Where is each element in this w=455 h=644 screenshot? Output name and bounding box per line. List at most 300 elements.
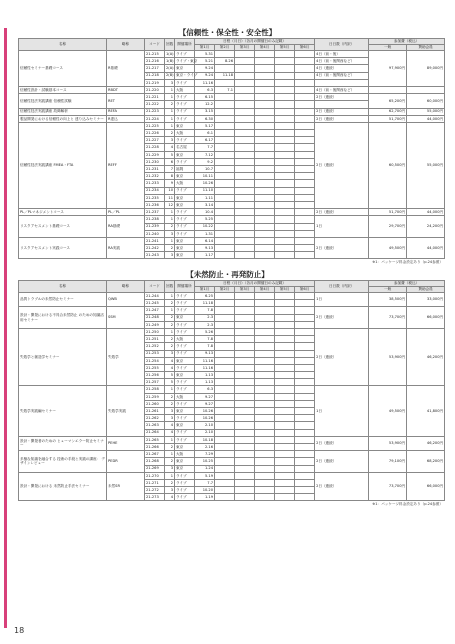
session-code: 21-268 xyxy=(145,458,165,465)
session-times: 2(B) xyxy=(166,73,174,78)
session-venue: 東京 xyxy=(175,173,195,180)
fee-general: 53,900円 xyxy=(369,328,407,386)
course-name: リスクアセスメント実践コース xyxy=(19,237,107,259)
session-date xyxy=(295,328,315,335)
session-date xyxy=(215,122,235,129)
session-times: 3 xyxy=(165,137,175,144)
session-date xyxy=(275,230,295,237)
session-date xyxy=(215,173,235,180)
session-date: 9.27 xyxy=(195,400,215,407)
session-code: 21-242 xyxy=(145,245,165,252)
session-date: 3.15 xyxy=(195,108,215,115)
session-code: 21-221 xyxy=(145,94,165,101)
session-date xyxy=(295,230,315,237)
session-date xyxy=(235,300,255,307)
session-venue: ライブ xyxy=(175,321,195,328)
session-date xyxy=(275,408,295,415)
session-venue: 東京 xyxy=(175,465,195,472)
session-times: 12 xyxy=(165,201,175,208)
session-date xyxy=(255,321,275,328)
session-date xyxy=(255,237,275,244)
session-date xyxy=(235,321,255,328)
session-venue: 東京 xyxy=(175,443,195,450)
session-date xyxy=(255,487,275,494)
session-date xyxy=(255,293,275,300)
session-date xyxy=(275,307,295,314)
session-code: 21-269 xyxy=(145,465,165,472)
session-date xyxy=(255,137,275,144)
col-header-dates: 日程（月日）（各月の開催日のみ記載） xyxy=(195,281,315,287)
session-date xyxy=(255,307,275,314)
session-date xyxy=(295,86,315,93)
session-date xyxy=(275,158,295,165)
session-venue: 大阪 xyxy=(175,451,195,458)
course-short: PEDR xyxy=(107,451,145,473)
session-venue: 大阪 xyxy=(175,393,195,400)
session-date xyxy=(255,158,275,165)
session-times: 7 xyxy=(165,166,175,173)
session-date xyxy=(235,379,255,386)
session-date xyxy=(255,58,275,65)
session-date xyxy=(215,230,235,237)
session-venue: ライブ xyxy=(175,343,195,350)
col-header-fee: 参加費（税込） xyxy=(369,281,445,287)
session-date: 6.1 xyxy=(195,130,215,137)
session-date: 2.3 xyxy=(195,314,215,321)
session-date xyxy=(215,364,235,371)
col-header-d6: 第6月 xyxy=(295,45,315,51)
session-date xyxy=(255,173,275,180)
session-code: 21-223 xyxy=(145,108,165,115)
session-venue: 東京 xyxy=(175,122,195,129)
session-date xyxy=(295,158,315,165)
session-code: 21-237 xyxy=(145,209,165,216)
session-times: 3 xyxy=(165,79,175,86)
session-date xyxy=(215,343,235,350)
session-date xyxy=(275,472,295,479)
col-header-d2: 第2月 xyxy=(215,287,235,293)
col-header-venue: 開催場所 xyxy=(175,39,195,51)
session-date: 3.14 xyxy=(195,201,215,208)
session-date xyxy=(235,158,255,165)
session-code: 21-250 xyxy=(145,328,165,335)
session-date xyxy=(215,321,235,328)
session-date xyxy=(255,144,275,151)
col-header-d1: 第1月 xyxy=(195,287,215,293)
session-code: 21-230 xyxy=(145,158,165,165)
fee-general: 60,500円 xyxy=(369,122,407,208)
session-times: 6 xyxy=(165,158,175,165)
col-header-times: 回数 xyxy=(165,39,175,51)
session-times: 2 xyxy=(165,321,175,328)
session-times: 1 xyxy=(165,328,175,335)
session-code: 21-217 xyxy=(145,65,165,72)
col-header-member: 賛助会員 xyxy=(407,287,445,293)
session-code: 21-224 xyxy=(145,115,165,122)
session-date: 5.25 xyxy=(195,216,215,223)
session-date xyxy=(215,180,235,187)
session-code: 21-247 xyxy=(145,307,165,314)
session-date xyxy=(295,379,315,386)
session-date xyxy=(255,201,275,208)
session-date xyxy=(215,458,235,465)
session-date xyxy=(255,436,275,443)
session-date xyxy=(235,201,255,208)
session-venue: 東京 xyxy=(175,314,195,321)
session-date xyxy=(235,230,255,237)
session-date: 10.26 xyxy=(195,408,215,415)
session-date: 9.13 xyxy=(195,350,215,357)
session-date xyxy=(295,451,315,458)
session-date xyxy=(295,494,315,501)
session-date xyxy=(235,293,255,300)
session-code: 21-228 xyxy=(145,144,165,151)
session-times: 1 xyxy=(165,237,175,244)
session-date: 10.20 xyxy=(195,487,215,494)
session-times: 5 xyxy=(165,372,175,379)
session-date xyxy=(215,252,235,259)
session-date xyxy=(215,94,235,101)
session-date: 7.8 xyxy=(195,336,215,343)
session-date xyxy=(255,429,275,436)
session-venue: ライブ xyxy=(175,137,195,144)
col-header-days: 日日数（内訳） xyxy=(315,39,369,51)
session-date xyxy=(295,293,315,300)
session-date xyxy=(295,415,315,422)
session-times: 4 xyxy=(165,357,175,364)
session-code: 21-267 xyxy=(145,451,165,458)
col-header-d5: 第5月 xyxy=(275,45,295,51)
session-date xyxy=(235,79,255,86)
session-date: 6.17 xyxy=(195,137,215,144)
session-date xyxy=(255,101,275,108)
session-date xyxy=(275,252,295,259)
session-date xyxy=(295,400,315,407)
session-venue: 東京 xyxy=(175,408,195,415)
session-date xyxy=(235,86,255,93)
session-date: 6.3 xyxy=(195,386,215,393)
fee-member: 44,000円 xyxy=(407,115,445,122)
course-name: PL／PLマネジメントコース xyxy=(19,209,107,216)
session-venue: 東京 xyxy=(175,458,195,465)
session-date xyxy=(215,209,235,216)
course-short: RA基礎 xyxy=(107,216,145,238)
session-date xyxy=(295,237,315,244)
session-times: 5 xyxy=(165,151,175,158)
session-date xyxy=(235,458,255,465)
session-date xyxy=(215,436,235,443)
session-venue: 大阪 xyxy=(175,86,195,93)
session-date xyxy=(215,130,235,137)
session-date xyxy=(275,101,295,108)
session-venue: 東京 xyxy=(175,245,195,252)
session-date: 5.26 xyxy=(195,328,215,335)
session-code: 21-255 xyxy=(145,364,165,371)
session-date xyxy=(235,151,255,158)
session-date xyxy=(255,357,275,364)
session-date xyxy=(215,400,235,407)
session-code: 21-229 xyxy=(145,151,165,158)
session-days: 4日（前・後関西など） xyxy=(315,86,369,93)
course-short: REFF xyxy=(107,122,145,208)
session-code: 21-235 xyxy=(145,194,165,201)
session-venue: ライブ xyxy=(175,187,195,194)
session-date xyxy=(235,94,255,101)
session-date xyxy=(255,230,275,237)
course-name: 設計・開発における 未然防止手法セミナー xyxy=(19,472,107,501)
session-date xyxy=(295,173,315,180)
session-row xyxy=(19,86,445,93)
session-venue: ライブ xyxy=(175,494,195,501)
session-venue: ライブ xyxy=(175,436,195,443)
session-date xyxy=(275,321,295,328)
session-date xyxy=(235,137,255,144)
session-code: 21-220 xyxy=(145,86,165,93)
session-days: 4日（連続） xyxy=(315,65,369,72)
session-date xyxy=(255,379,275,386)
session-times: 11 xyxy=(165,194,175,201)
session-date xyxy=(215,137,235,144)
session-date xyxy=(275,422,295,429)
session-venue: 東京 xyxy=(175,237,195,244)
session-venue: ライブ xyxy=(175,400,195,407)
session-code: 21-251 xyxy=(145,336,165,343)
session-times: 1 xyxy=(165,86,175,93)
session-date xyxy=(295,194,315,201)
session-row xyxy=(19,122,445,129)
session-date: 10.26 xyxy=(195,180,215,187)
session-date xyxy=(235,122,255,129)
fee-member: 68,200円 xyxy=(407,451,445,473)
session-date xyxy=(235,173,255,180)
session-times: 8 xyxy=(165,173,175,180)
col-header-days: 日日数（内訳） xyxy=(315,281,369,293)
course-name: 失敗学実践編セミナー xyxy=(19,386,107,436)
session-date xyxy=(215,494,235,501)
session-venue: ライブ xyxy=(175,108,195,115)
fee-general: 97,900円 xyxy=(369,51,407,87)
session-date xyxy=(295,436,315,443)
session-venue: ライブ xyxy=(175,386,195,393)
session-code: 21-233 xyxy=(145,180,165,187)
session-date xyxy=(255,479,275,486)
session-venue: 東京 xyxy=(175,422,195,429)
session-date xyxy=(275,137,295,144)
session-times: 1 xyxy=(165,216,175,223)
session-date xyxy=(275,79,295,86)
session-date xyxy=(295,357,315,364)
session-date xyxy=(275,72,295,79)
session-date xyxy=(215,451,235,458)
session-date: 1.13 xyxy=(195,379,215,386)
session-date: 1.17 xyxy=(195,252,215,259)
session-date xyxy=(235,194,255,201)
session-date xyxy=(275,216,295,223)
session-code: 21-249 xyxy=(145,321,165,328)
session-date: 7.7 xyxy=(195,479,215,486)
col-header-d6: 第6月 xyxy=(295,287,315,293)
session-venue: 東京 xyxy=(175,201,195,208)
session-code: 21-215 xyxy=(145,51,165,58)
session-date xyxy=(295,137,315,144)
session-date xyxy=(215,245,235,252)
session-code: 21-260 xyxy=(145,400,165,407)
session-date xyxy=(275,350,295,357)
session-row xyxy=(19,328,445,335)
session-venue: 大阪 xyxy=(175,130,195,137)
session-date xyxy=(215,307,235,314)
session-date xyxy=(275,429,295,436)
session-code: 21-273 xyxy=(145,494,165,501)
course-name: 信頼性技法実践講座 故障解析 xyxy=(19,108,107,115)
session-date xyxy=(235,216,255,223)
session-row xyxy=(19,386,445,393)
col-header-name: 名称 xyxy=(19,39,107,51)
session-times: 1 xyxy=(165,386,175,393)
fee-member: 44,000円 xyxy=(407,209,445,216)
session-date: 8.26 xyxy=(215,58,235,65)
session-date: 6.3 xyxy=(195,86,215,93)
fee-member xyxy=(407,86,445,93)
session-venue: ライブ xyxy=(175,79,195,86)
session-date: 2.3 xyxy=(195,321,215,328)
session-venue: ライブ xyxy=(175,415,195,422)
course-short: 未然SR xyxy=(107,472,145,501)
session-date xyxy=(275,194,295,201)
session-date xyxy=(275,386,295,393)
fee-member: 66,000円 xyxy=(407,472,445,501)
course-name: 品質トラブルの未然防止セミナー xyxy=(19,293,107,307)
session-date: 7.7 xyxy=(195,144,215,151)
session-code: 21-231 xyxy=(145,166,165,173)
fee-general: 73,700円 xyxy=(369,307,407,329)
session-venue: ライブ xyxy=(175,115,195,122)
fee-member: 89,000円 xyxy=(407,51,445,87)
col-header-general: 一般 xyxy=(369,45,407,51)
session-date: 2.16 xyxy=(195,443,215,450)
session-times: 2 xyxy=(165,223,175,230)
session-date xyxy=(255,94,275,101)
fee-member: 24,200円 xyxy=(407,216,445,238)
session-code: 21-258 xyxy=(145,386,165,393)
session-date xyxy=(215,237,235,244)
col-header-code: コード xyxy=(145,39,165,51)
session-row xyxy=(19,209,445,216)
session-date xyxy=(215,101,235,108)
session-date xyxy=(235,429,255,436)
session-times: 1 xyxy=(165,293,175,300)
course-name: 信頼性セミナー基礎コース xyxy=(19,51,107,87)
session-date xyxy=(275,51,295,58)
session-code: 21-239 xyxy=(145,223,165,230)
course-name: 設計・開発者のための ヒューマンエラー防止セミナー xyxy=(19,436,107,450)
session-venue: ライブ xyxy=(175,94,195,101)
session-venue: 東京 xyxy=(175,194,195,201)
col-header-fee: 参加費（税込） xyxy=(369,39,445,45)
session-times: 2 xyxy=(165,443,175,450)
session-date xyxy=(295,216,315,223)
session-code: 21-236 xyxy=(145,201,165,208)
course-short: SSM xyxy=(107,307,145,329)
session-date xyxy=(235,328,255,335)
session-date xyxy=(255,79,275,86)
session-date xyxy=(235,58,255,65)
session-times: 4 xyxy=(165,429,175,436)
session-date xyxy=(255,314,275,321)
session-date xyxy=(255,180,275,187)
session-days: 2日（連続） xyxy=(315,108,369,115)
course-days: 2日（連続） xyxy=(315,472,369,501)
session-times: 2 xyxy=(165,479,175,486)
session-date xyxy=(295,479,315,486)
session-times: 1 xyxy=(165,122,175,129)
session-venue: ライブ xyxy=(175,300,195,307)
session-date: 10.11 xyxy=(195,173,215,180)
session-row xyxy=(19,451,445,458)
session-date: 2.10 xyxy=(195,422,215,429)
page-number: 18 xyxy=(14,626,25,635)
session-date xyxy=(235,415,255,422)
session-date xyxy=(255,194,275,201)
session-date: 9.24 xyxy=(195,65,215,72)
session-venue: ライブ xyxy=(175,364,195,371)
fee-general: 51,700円 xyxy=(369,209,407,216)
package-note-reliability: ※1：パッケージ料金設定あり（p.24参照） xyxy=(372,260,443,264)
session-date xyxy=(235,487,255,494)
session-times: 3 xyxy=(165,408,175,415)
session-venue: ライブ xyxy=(175,101,195,108)
session-date xyxy=(275,144,295,151)
session-date: 6.15 xyxy=(195,94,215,101)
session-date: 1.24 xyxy=(195,465,215,472)
session-date xyxy=(295,166,315,173)
session-date: 9.13 xyxy=(195,245,215,252)
session-code: 21-263 xyxy=(145,422,165,429)
course-days: 2日（連続） xyxy=(315,307,369,329)
session-date xyxy=(235,115,255,122)
fee-member: 66,000円 xyxy=(407,307,445,329)
session-date xyxy=(295,130,315,137)
session-date xyxy=(295,209,315,216)
session-date xyxy=(295,144,315,151)
session-date: 1.31 xyxy=(195,230,215,237)
session-days: 4日（前・後関西など） xyxy=(315,72,369,79)
session-date xyxy=(255,328,275,335)
session-code: 21-272 xyxy=(145,487,165,494)
session-date: 10.7 xyxy=(195,166,215,173)
session-date xyxy=(255,372,275,379)
fee-member: 33,000円 xyxy=(407,293,445,307)
session-date xyxy=(255,209,275,216)
session-date xyxy=(295,307,315,314)
session-code: 21-248 xyxy=(145,314,165,321)
session-date: 11.16 xyxy=(195,357,215,364)
session-date xyxy=(295,364,315,371)
course-short: R基礎 xyxy=(107,51,145,87)
session-date: 7.1 xyxy=(215,86,235,93)
session-date xyxy=(275,300,295,307)
session-date xyxy=(255,364,275,371)
session-date xyxy=(295,180,315,187)
session-date: 7.8 xyxy=(195,307,215,314)
course-days: 2日（連続） xyxy=(315,328,369,386)
session-date xyxy=(235,180,255,187)
session-times: 2 xyxy=(165,336,175,343)
session-date xyxy=(275,173,295,180)
session-date xyxy=(255,422,275,429)
schedule-table-reliability xyxy=(18,38,445,259)
col-header-general: 一般 xyxy=(369,287,407,293)
